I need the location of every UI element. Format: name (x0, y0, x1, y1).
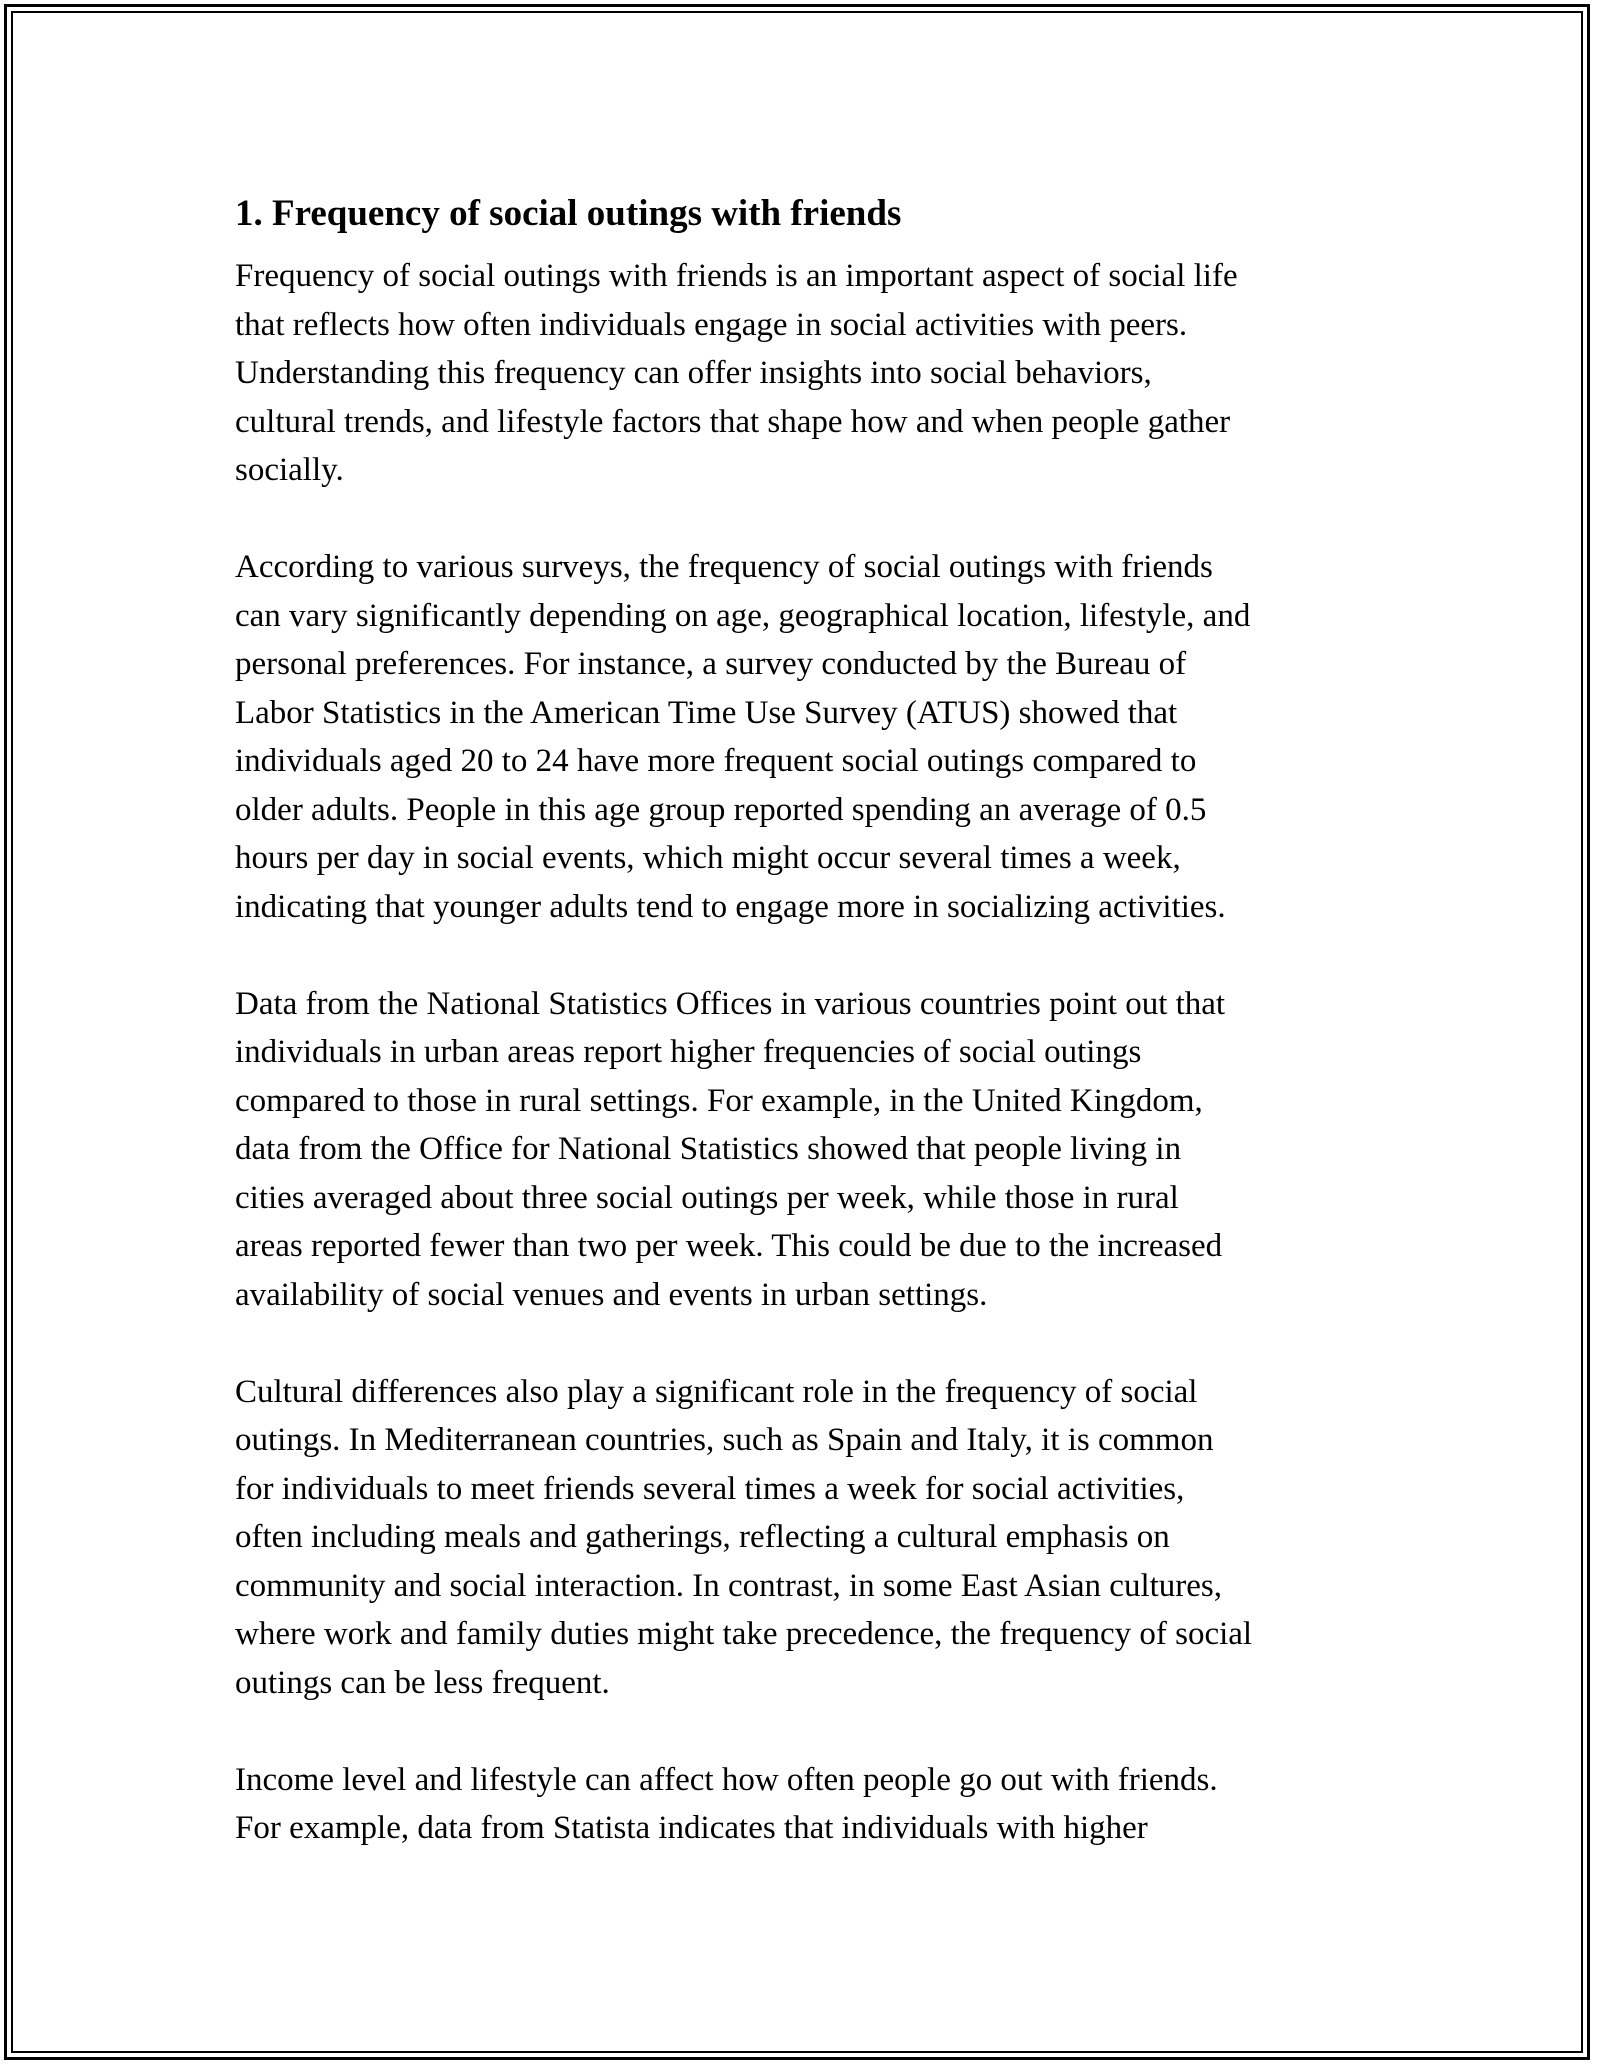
paragraph-income-lifestyle: Income level and lifestyle can affect how often people go out with friends. For example, data from Statista indicates that individuals with higher (235, 1761, 1218, 1846)
paragraph-urban-rural: Data from the National Statistics Offices in various countries point out that individuals in urban areas report higher frequencies of social outings compared to those in rural settings. For example, in the United Kingdom, data from the Office for National Statistics showed that people living in cities averaged about three social outings per week, while those in rural areas reported fewer than two per week. This could be due to the increased availability of social venues and events in urban settings. (235, 985, 1226, 1313)
paragraph-intro: Frequency of social outings with friends is an important aspect of social life that reflects how often individuals engage in social activities with peers. Understanding this frequency can offer insights into social behaviors, cultural trends, and lifestyle factors that shape how and when people gather socially. (235, 258, 1238, 488)
paragraph-cultural-differences: Cultural differences also play a significant role in the frequency of social outings. In Mediterranean countries, such as Spain and Italy, it is common for individuals to meet friends several times a week for social activities, often including meals and gatherings, reflecting a cultural emphasis on community and social interaction. In contrast, in some East Asian cultures, where work and family duties might take precedence, the frequency of social outings can be less frequent. (235, 1373, 1253, 1701)
section-heading: 1. Frequency of social outings with friends (235, 193, 902, 234)
document-body (235, 182, 1375, 1853)
paragraph-age-surveys: According to various surveys, the frequency of social outings with friends can vary significantly depending on age, geographical location, lifestyle, and personal preferences. For instance, a survey conducted by the Bureau of Labor Statistics in the American Time Use Survey (ATUS) showed that individuals aged 20 to 24 have more frequent social outings compared to older adults. People in this age group reported spending an average of 0.5 hours per day in social events, which might occur several times a week, indicating that younger adults tend to engage more in socializing activities. (235, 549, 1251, 925)
